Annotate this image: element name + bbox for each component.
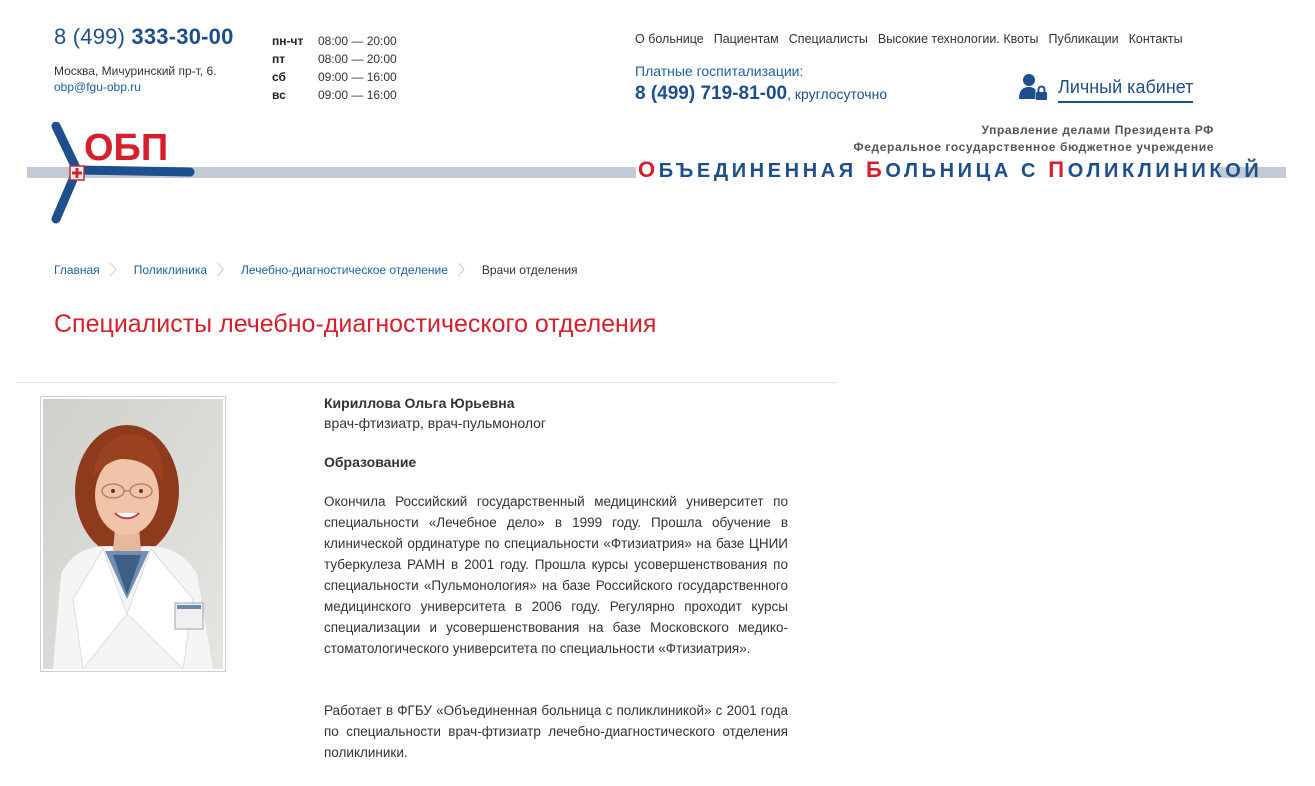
hours-time: 09:00 — 16:00: [318, 88, 397, 102]
email-link[interactable]: obp@fgu-obp.ru: [54, 80, 141, 94]
logo-text: ОБП: [84, 127, 169, 169]
nav-contacts[interactable]: Контакты: [1128, 32, 1183, 46]
address: Москва, Мичуринский пр-т, 6.: [54, 64, 217, 78]
paid-phone-suffix: , круглосуточно: [787, 86, 888, 102]
working-hours: [272, 32, 397, 104]
paid-phone-number: 8 (499) 719-81-00: [635, 83, 788, 104]
org-word-1: БЪЕДИНЕННАЯ: [658, 160, 866, 182]
hours-time: 08:00 — 20:00: [318, 52, 397, 66]
hospital-logo[interactable]: [50, 122, 200, 229]
doctor-position: врач-фтизиатр, врач-пульмонолог: [324, 415, 547, 431]
paid-hospitalization-phone[interactable]: [635, 83, 887, 105]
nav-specialists[interactable]: Специалисты: [788, 32, 868, 46]
hours-time: 08:00 — 20:00: [318, 34, 397, 48]
hours-row: [272, 50, 397, 68]
divider: [17, 382, 837, 383]
nav-patients[interactable]: Пациентам: [713, 32, 779, 46]
education-text: Окончила Российский государственный медицинский университет по специальности «Лечебное дело» в 1999 году. Прошла обучение в клинической ординатуре по специальности «Фтизиатрия» на базе ЦНИИ туберкулеза РАМН в 2001 году. Прошла курсы усовершенствования по специальности «Пульмонология» на базе Российского государственного медицинского университета в 2006 году. Регулярно проходит курсы специализации и усовершенствования на базе Московского медико-стоматологического университета по специальности «Фтизиатрия».: [324, 494, 788, 656]
personal-cabinet-link[interactable]: [1018, 72, 1193, 107]
hours-day: сб: [272, 70, 286, 84]
doctor-photo: [40, 396, 226, 672]
org-line-2: Федеральное государственное бюджетное учреждение: [853, 140, 1214, 154]
breadcrumb-separator-icon: 〉: [109, 262, 124, 278]
breadcrumb-home[interactable]: Главная: [54, 263, 100, 277]
top-nav: [635, 32, 1183, 46]
personal-cabinet-label: Личный кабинет: [1058, 77, 1193, 103]
org-cap-2: Б: [865, 157, 886, 182]
nav-high-tech[interactable]: Высокие технологии. Квоты: [877, 32, 1039, 46]
hours-time: 09:00 — 16:00: [318, 70, 397, 84]
breadcrumb-polyclinic[interactable]: Поликлиника: [133, 263, 208, 277]
paid-hospitalization-label: Платные госпитализации:: [635, 63, 804, 79]
main-phone[interactable]: [54, 24, 234, 50]
hours-row: [272, 32, 397, 50]
hours-row: [272, 86, 397, 104]
doctor-name: Кириллова Ольга Юрьевна: [324, 395, 515, 411]
nav-about[interactable]: О больнице: [635, 32, 704, 46]
main-phone-number: 333-30-00: [131, 24, 234, 49]
org-word-2: ОЛЬНИЦА С: [885, 160, 1049, 182]
education-heading: Образование: [324, 454, 417, 470]
breadcrumb-separator-icon: 〉: [457, 262, 472, 278]
breadcrumb: [54, 260, 578, 280]
org-word-3: ОЛИКЛИНИКОЙ: [1067, 160, 1263, 182]
org-cap-1: О: [638, 157, 659, 182]
org-name: [638, 157, 1263, 183]
page-title: Специалисты лечебно-диагностического отделения: [54, 310, 657, 338]
hours-day: пт: [272, 52, 286, 66]
org-line-1: Управление делами Президента РФ: [981, 123, 1214, 137]
work-text: Работает в ФГБУ «Объединенная больница с поликлиникой» с 2001 года по специальности врач-фтизиатр лечебно-диагностического отделения поликлиники.: [324, 703, 788, 760]
breadcrumb-separator-icon: 〉: [217, 262, 232, 278]
breadcrumb-department[interactable]: Лечебно-диагностическое отделение: [241, 263, 448, 277]
org-cap-3: П: [1048, 157, 1068, 182]
user-lock-icon: [1018, 72, 1048, 107]
hours-day: пн-чт: [272, 34, 304, 48]
main-phone-prefix: 8 (499): [54, 24, 132, 49]
nav-publications[interactable]: Публикации: [1048, 32, 1119, 46]
hours-day: вс: [272, 88, 286, 102]
breadcrumb-current: Врачи отделения: [481, 263, 578, 277]
hours-row: [272, 68, 397, 86]
